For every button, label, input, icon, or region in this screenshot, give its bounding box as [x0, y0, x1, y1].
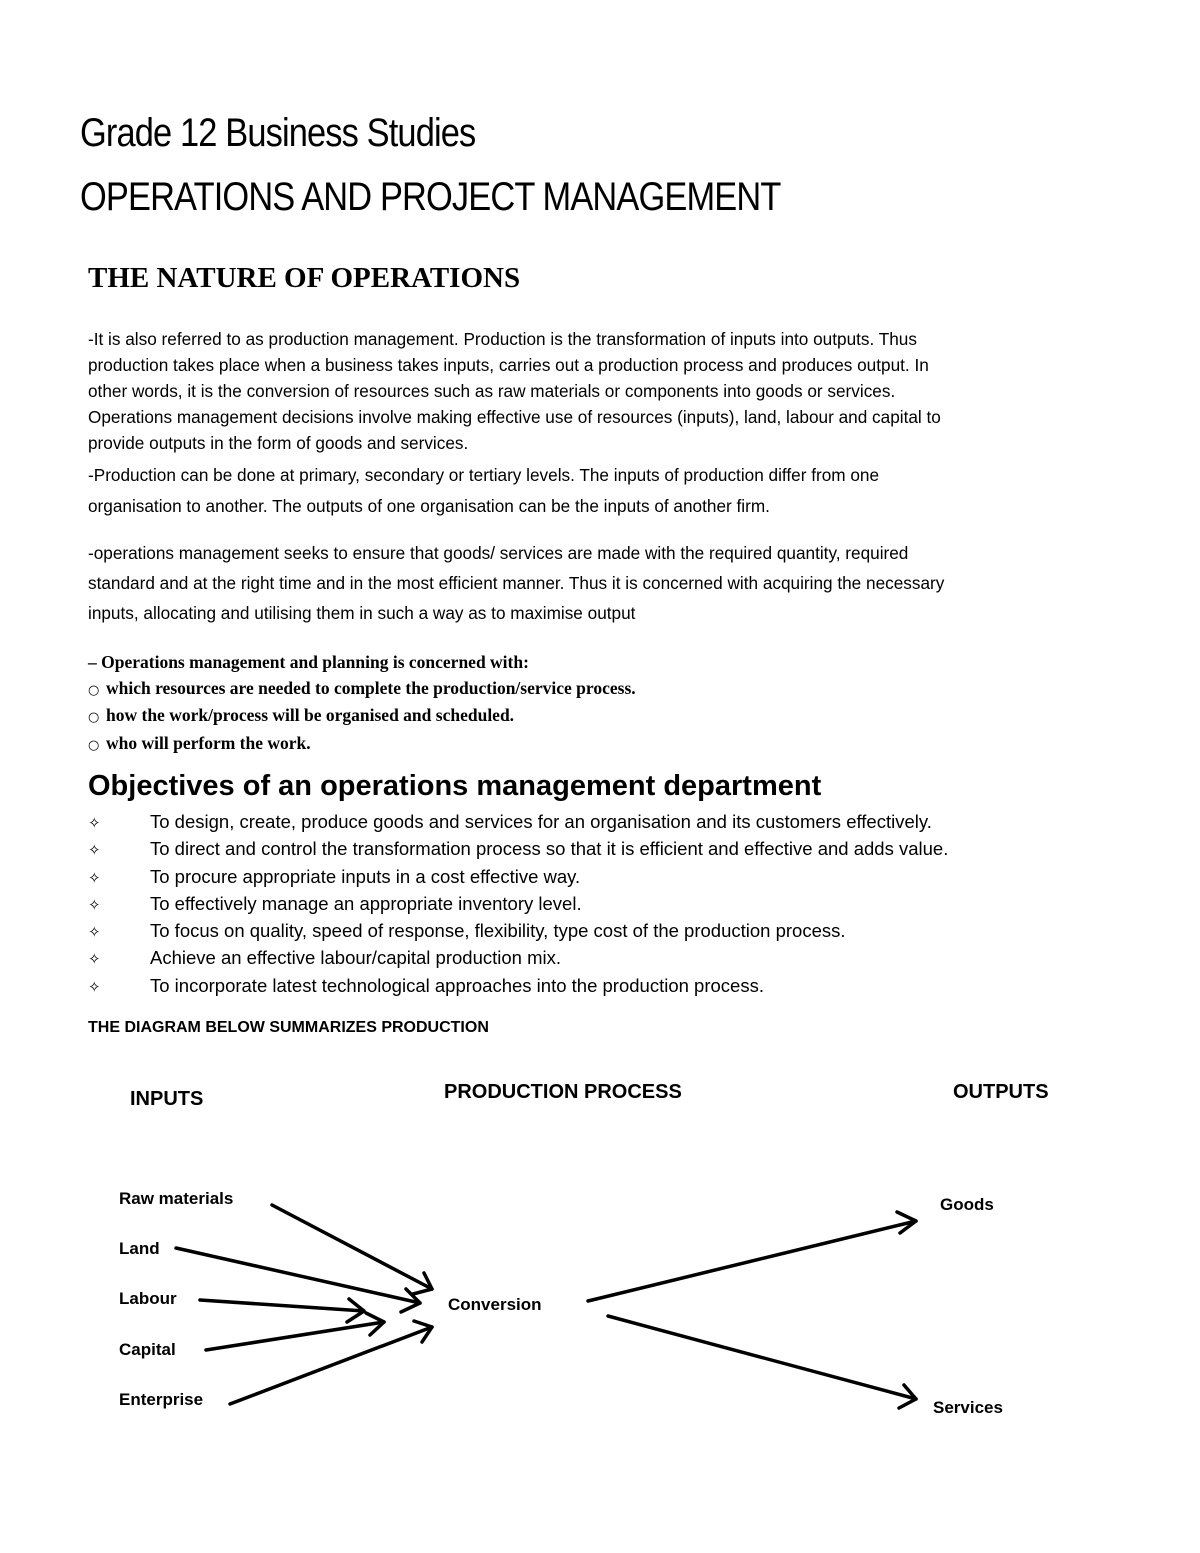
- input-capital: Capital: [119, 1340, 176, 1359]
- diamond-bullet-icon: ✧: [88, 977, 101, 996]
- process-conversion: Conversion: [448, 1295, 542, 1314]
- outputs-header: OUTPUTS: [953, 1081, 1049, 1103]
- arrow-raw-materials: [272, 1205, 432, 1294]
- concern-item: ○ how the work/process will be organised and scheduled.: [88, 703, 636, 731]
- input-raw-materials: Raw materials: [119, 1189, 234, 1208]
- diamond-bullet-icon: ✧: [88, 814, 101, 832]
- paragraph-line: organisation to another. The outputs of one organisation can be the inputs of another firm.: [88, 496, 770, 516]
- paragraph-line: inputs, allocating and utilising them in such a way as to maximise output: [88, 603, 636, 623]
- objective-item: ✧ To procure appropriate inputs in a cost effective way.: [88, 864, 1108, 891]
- diagram-caption: THE DIAGRAM BELOW SUMMARIZES PRODUCTION: [88, 1019, 489, 1036]
- output-goods: Goods: [940, 1195, 994, 1214]
- diamond-bullet-icon: ✧: [88, 923, 101, 942]
- paragraph-line: provide outputs in the form of goods and services.: [88, 433, 469, 453]
- nature-heading: THE NATURE OF OPERATIONS: [88, 262, 521, 294]
- objective-item: ✧ Achieve an effective labour/capital production mix.: [88, 945, 1108, 972]
- circle-bullet-icon: ○: [88, 737, 100, 753]
- process-header: PRODUCTION PROCESS: [444, 1081, 682, 1103]
- objective-item: ✧ To direct and control the transformation process so that it is efficient and effective and adds value.: [88, 836, 1108, 863]
- input-labour: Labour: [119, 1289, 177, 1308]
- arrow-to-services: [608, 1316, 916, 1408]
- paragraph-line: Operations management decisions involve making effective use of resources (inputs), land, labour and capital to: [88, 407, 941, 427]
- document-title: Grade 12 Business Studies: [80, 111, 476, 155]
- concern-list: [88, 650, 636, 758]
- input-land: Land: [119, 1239, 160, 1258]
- objective-item: ✧ To design, create, produce goods and services for an organisation and its customers effectively.: [88, 809, 1108, 836]
- paragraph-line: standard and at the right time and in the most efficient manner. Thus it is concerned with acquiring the necessary: [88, 573, 945, 593]
- nature-paragraph-2: [88, 460, 1098, 522]
- output-services: Services: [933, 1398, 1003, 1417]
- objective-item: ✧ To effectively manage an appropriate inventory level.: [88, 891, 1108, 918]
- circle-bullet-icon: ○: [88, 682, 100, 698]
- concern-item: ○ which resources are needed to complete the production/service process.: [88, 676, 636, 704]
- objective-item: ✧ To incorporate latest technological approaches into the production process.: [88, 973, 1108, 1000]
- inputs-header: INPUTS: [130, 1088, 204, 1110]
- diamond-bullet-icon: ✧: [88, 841, 101, 860]
- diamond-bullet-icon: ✧: [88, 868, 101, 887]
- concern-item: ○ who will perform the work.: [88, 731, 636, 759]
- circle-bullet-icon: ○: [88, 710, 100, 725]
- paragraph-line: -operations management seeks to ensure that goods/ services are made with the required quantity, required: [88, 543, 909, 563]
- document-subtitle: OPERATIONS AND PROJECT MANAGEMENT: [80, 175, 781, 219]
- diamond-bullet-icon: ✧: [88, 950, 101, 969]
- arrow-to-goods: [588, 1212, 916, 1301]
- paragraph-line: production takes place when a business takes inputs, carries out a production process and produces output. In: [88, 355, 929, 375]
- diamond-bullet-icon: ✧: [88, 895, 101, 914]
- concern-intro: – Operations management and planning is concerned with:: [88, 652, 529, 672]
- nature-paragraph-3: [88, 538, 1098, 628]
- paragraph-line: -Production can be done at primary, secondary or tertiary levels. The inputs of production differ from one: [88, 465, 880, 485]
- arrow-capital: [206, 1313, 384, 1350]
- paragraph-line: other words, it is the conversion of resources such as raw materials or components into goods or services.: [88, 381, 896, 401]
- arrow-enterprise: [230, 1321, 432, 1404]
- objective-item: ✧ To focus on quality, speed of response, flexibility, type cost of the production process.: [88, 918, 1108, 945]
- production-diagram: [0, 1060, 1200, 1460]
- objectives-list: [88, 809, 1108, 1000]
- nature-paragraph-1: [88, 326, 1098, 456]
- objectives-heading: Objectives of an operations management department: [88, 770, 822, 802]
- paragraph-line: -It is also referred to as production management. Production is the transformation of inputs into outputs. Thus: [88, 329, 917, 349]
- input-enterprise: Enterprise: [119, 1390, 204, 1409]
- arrow-labour: [200, 1299, 364, 1322]
